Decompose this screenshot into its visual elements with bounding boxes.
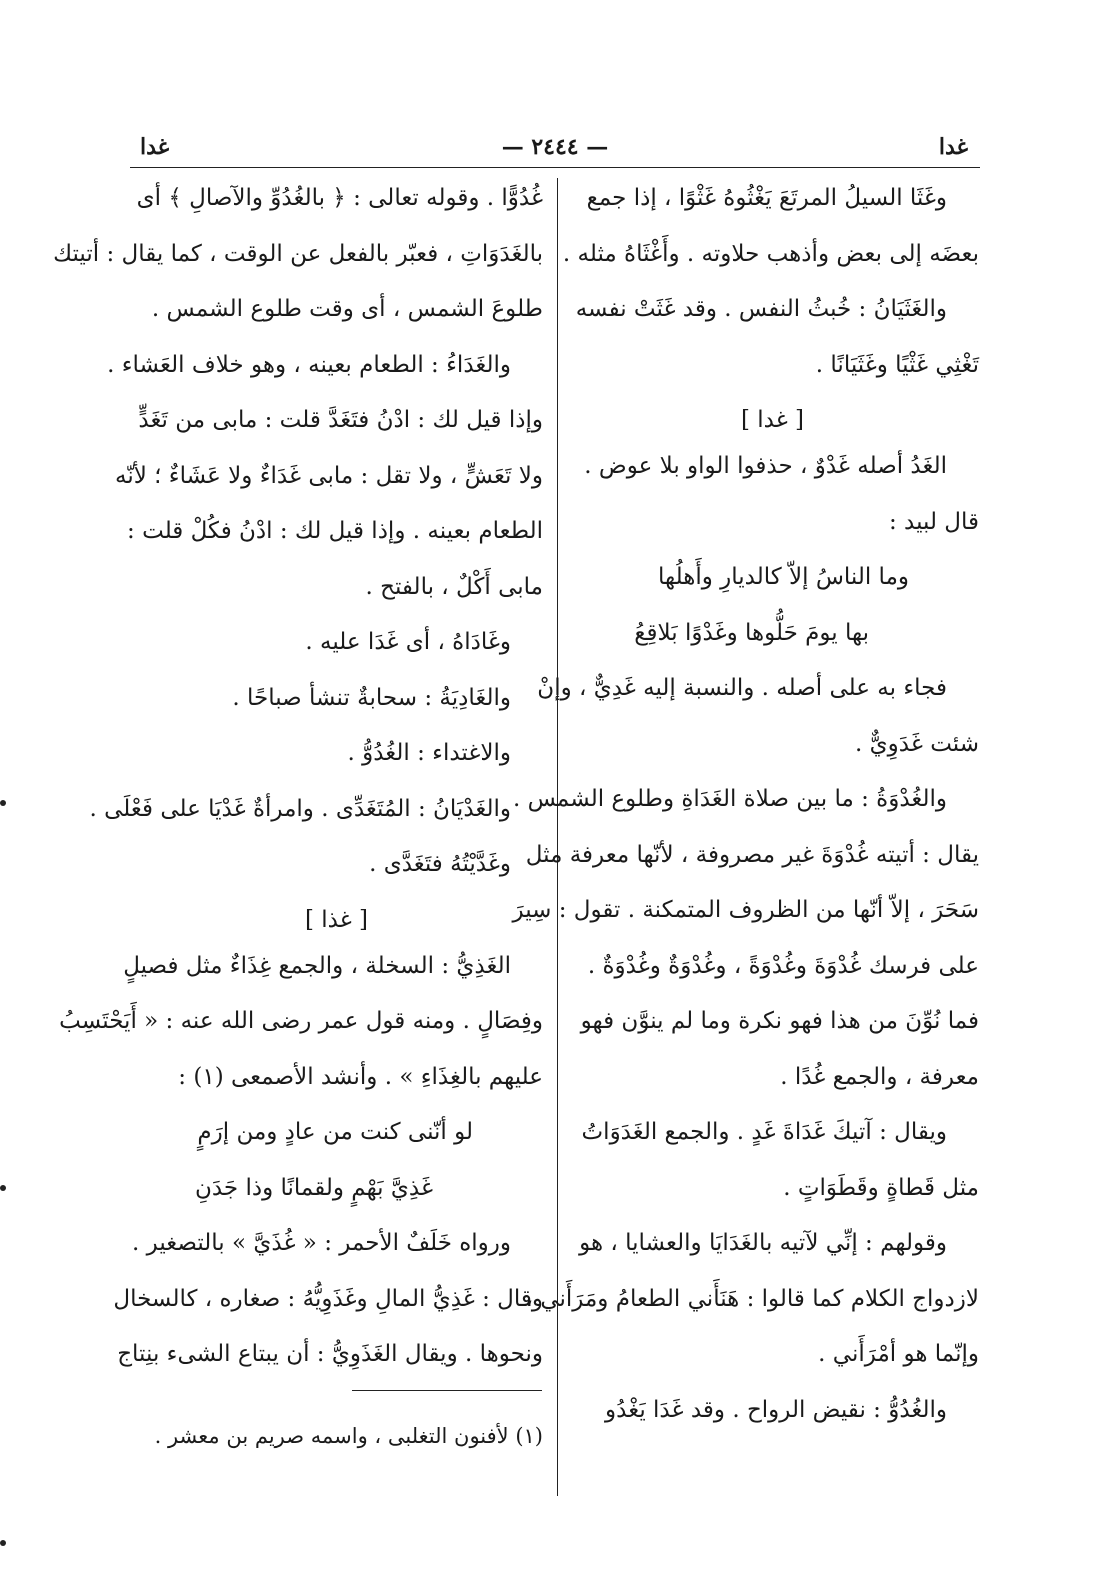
text-line: وغَادَاهُ ، أى غَدَا عليه . [305,629,511,655]
text-line: والغُدْوَةُ : ما بين صلاة الغَدَاةِ وطلوع الشمس . [512,786,947,812]
text-line: وإذا قيل لك : ادْنُ فتَغَدَّ قلت : مابى من تَغَدٍّ [138,407,543,433]
text-line: تَغْثِي غَثْيًا وغَثَيَانًا . [815,351,979,378]
page-number: — ٢٤٤٤ — [501,134,609,160]
text-line: مثل قَطاةٍ وقَطَوَاتٍ . [783,1174,979,1201]
header-right-word: غدا [938,134,968,160]
text-line: والاغتداء : الغُدُوُّ . [347,740,511,766]
header-rule [130,167,980,168]
text-line: لازدواج الكلام كما قالوا : هَنَأَني الطعامُ ومَرَأَني ، [525,1285,979,1312]
text-line: مابى أَكْلٌ ، بالفتح . [365,573,543,600]
text-line: وغَثَا السيلُ المرتَعَ يَغْثُوهُ غَثْوًا ، إذا جمع [586,185,947,211]
text-line: معرفة ، والجمع غُدًا . [780,1063,979,1090]
text-line: الغَذِيُّ : السخلة ، والجمع غِذَاءٌ مثل فصيلٍ [123,952,511,979]
text-line: [ غدا ] [740,407,805,433]
text-line: وقال : غَذِيُّ المالِ وغَذَوِيُّهُ : صغاره ، كالسخال [113,1285,543,1312]
text-line: عليهم بالغِذَاءِ » . وأنشد الأصمعى (١) : [178,1063,543,1090]
text-line: ونحوها . ويقال الغَذَوِيُّ : أن يبتاع الشىء بنِتاج [117,1341,543,1367]
left-column [53,184,543,1396]
text-line: بعضَه إلى بعض وأذهب حلاوته . وأَغْثَاهُ مثله . [562,240,979,267]
text-line: والغُدُوُّ : نقيض الرواح . وقد غَدَا يَغْدُو [605,1396,947,1423]
text-line: بها يومَ حَلُّوها وغَدْوًا بَلاقِعُ [634,619,869,646]
right-column [512,184,979,1451]
text-line: على فرسك غُدْوَةَ وغُدْوَةً ، وغُدْوَةٌ وغُدْوَةٌ . [587,952,979,979]
text-line: بالغَدَوَاتِ ، فعبّر بالفعل عن الوقت ، كما يقال : أتيتك [53,240,543,267]
text-line: يقال : أتيته غُدْوَةَ غير مصروفة ، لأنّها معرفة مثل [525,841,979,868]
footnote-rule [352,1390,542,1391]
text-line: لو أنّنى كنت من عادٍ ومن إرَمٍ [197,1119,473,1145]
text-line: طلوعَ الشمس ، أى وقت طلوع الشمس . [151,296,543,322]
text-line: والغَثَيَانُ : خُبثُ النفس . وقد غَثَتْ نفسه [575,296,947,322]
text-line: وغَدَّيْتُهُ فتَغَدَّى . [369,851,511,877]
text-line: والغَادِيَةُ : سحابةٌ تنشأ صباحًا . [232,684,511,711]
text-line: ورواه خَلَفٌ الأحمر : « غُذَيَّ » بالتصغير . [132,1230,511,1256]
text-line: فجاء به على أصله . والنسبة إليه غَدِيٌّ ، وإنْ [537,675,947,701]
text-line: وإنّما هو أمْرَأَني . [818,1341,979,1367]
footnote: (١) لأفنون التغلبى ، واسمه صريم بن معشر . [154,1424,543,1448]
text-line: غَذِيَّ بَهْمٍ ولقمانًا وذا جَدَنِ [194,1174,433,1201]
text-line: غُدُوًّا . وقوله تعالى : ﴿ بالغُدُوِّ والآصالِ ﴾ أى [136,185,543,211]
text-line: قال لبيد : [888,508,979,535]
margin-mark [0,1540,6,1546]
text-line: الغَدُ أصله غَدْوٌ ، حذفوا الواو بلا عوض . [584,453,947,479]
text-line: وما الناسُ إلاّ كالديارِ وأَهلُها [657,564,909,590]
text-line: والغَدْيَانُ : المُتَغَدِّى . وامرأةٌ غَدْيَا على فَعْلَى . [89,795,511,822]
text-line: الطعام بعينه . وإذا قيل لك : ادْنُ فكُلْ قلت : [127,518,543,544]
text-line: والغَدَاءُ : الطعام بعينه ، وهو خلاف العَشاء . [107,351,511,378]
text-line: [ غذا ] [304,906,369,933]
text-line: سَحَرَ ، إلاّ أنّها من الظروف المتمكنة . تقول : سِيرَ [512,897,979,923]
text-line: وفِصَالٍ . ومنه قول عمر رضى الله عنه : « أَيَحْتَسِبُ [59,1008,543,1034]
header-left-word: غدا [140,134,170,160]
margin-mark [0,800,6,806]
page-header [130,128,980,166]
text-line: شئت غَدَوِيٌّ . [855,730,979,757]
text-line: وقولهم : إنِّي لآتيه بالغَدَايَا والعشايا ، هو [579,1230,947,1256]
text-line: فما نُوِّنَ من هذا فهو نكرة وما لم ينوَّن فهو [580,1008,979,1034]
margin-mark [0,1185,6,1191]
text-line: ويقال : آتيكَ غَدَاةَ غَدٍ . والجمع الغَدَوَاتُ [581,1119,947,1145]
text-line: ولا تَعَشٍّ ، ولا تقل : مابى غَدَاءٌ ولا عَشَاءٌ ؛ لأنّه [115,462,543,489]
